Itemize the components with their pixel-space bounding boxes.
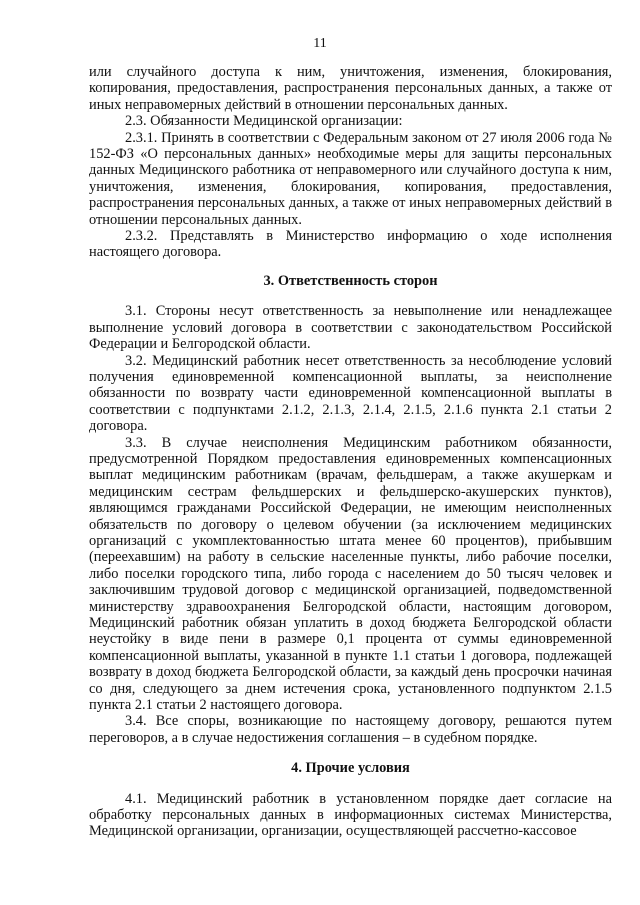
paragraph-2-3: 2.3. Обязанности Медицинской организации: [125,113,403,130]
paragraph-continuation: или случайного доступа к ним, уничтожения, изменения, блокирования, копирования, предоставления, распространения персональных данных, а также от иных неправомерных действий в отношении персональных данных. [89,64,612,113]
paragraph-3-1: 3.1. Стороны несут ответственность за невыполнение или ненадлежащее выполнение условий договора в соответствии с законодательством Российской Федерации и Белгородской области. [89,303,612,353]
paragraph-3-2: 3.2. Медицинский работник несет ответственность за несоблюдение условий получения единовременной компенсационной выплаты, за неисполнение обязанности по возврату части единовременной компенсационной выплаты в соответствии с подпунктами 2.1.2, 2.1.3, 2.1.4, 2.1.5, 2.1.6 пункта 2.1 статьи 2 договора. [89,352,612,435]
section-heading-4: 4. Прочие условия [291,760,410,777]
document-body [89,64,612,840]
paragraph-4-1: 4.1. Медицинский работник в установленном порядке дает согласие на обработку персональных данных в информационных системах Министерства, Медицинской организации, организации, осуществляющей рассчетно-кассовое [89,790,612,840]
paragraph-3-3: 3.3. В случае неисполнения Медицинским работником обязанности, предусмотренной Порядком предоставления единовременных компенсационных выплат медицинским работникам (врачам, фельдшерам, а также акушеркам и медицинским сестрам фельдшерских и фельдшерско-акушерских пунктов), являющимся гражданами Российской Федерации, не имеющим неисполненных обязательств по договору о целевом обучении (за исключением медицинских организаций с укомплектованностью штата менее 60 процентов), прибывшим (переехавшим) на работу в сельские населенные пункты, либо рабочие поселки, либо поселки городского типа, либо города с населением до 50 тысяч человек и заключившим трудовой договор с медицинской организацией, подведомственной министерству здравоохранения Белгородской области, настоящим договором, Медицинский работник обязан уплатить в доход бюджета Белгородской области неустойку в виде пени в размере 0,1 процента от суммы единовременной компенсационной выплаты, указанной в пункте 1.1 статьи 1 договора, подлежащей возврату в доход бюджета Белгородской области, за каждый день просрочки начиная со дня, следующего за днем истечения срока, установленного подпунктом 2.1.5 пункта 2.1 статьи 2 настоящего договора. [89,434,612,714]
paragraph-2-3-1: 2.3.1. Принять в соответствии с Федеральным законом от 27 июля 2006 года № 152-ФЗ «О персональных данных» необходимые меры для защиты персональных данных Медицинского работника от неправомерного или случайного доступа к ним, уничтожения, изменения, блокирования, копирования, предоставления, распространения персональных данных, а также от иных неправомерных действий в отношении персональных данных. [89,129,612,228]
section-heading-3: 3. Ответственность сторон [263,272,438,289]
paragraph-3-4: 3.4. Все споры, возникающие по настоящему договору, решаются путем переговоров, а в случае недостижения соглашения – в судебном порядке. [89,713,612,746]
page-number: 11 [313,36,327,51]
paragraph-2-3-2: 2.3.2. Представлять в Министерство информацию о ходе исполнения настоящего договора. [89,228,612,261]
